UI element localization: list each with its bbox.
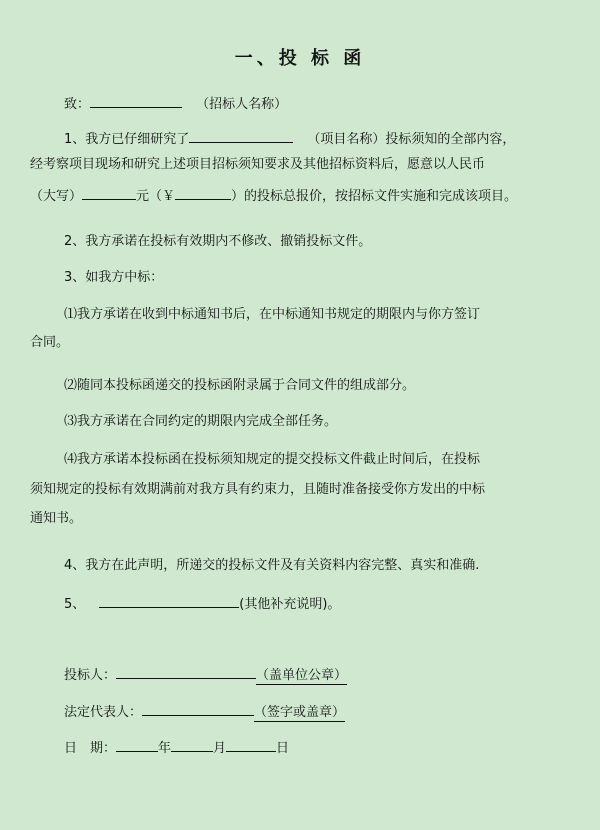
date-line [64, 737, 289, 758]
p3-2-line: ⑵随同本投标函递交的投标函附录属于合同文件的组成部分。 [64, 378, 416, 393]
bidder-line [64, 664, 347, 685]
day-blank[interactable] [226, 737, 276, 752]
p3-line: 3、如我方中标： [64, 270, 164, 285]
p3-4-line3: 通知书。 [30, 511, 83, 526]
recipient-prefix: 致： [64, 97, 91, 112]
recipient-blank[interactable] [90, 93, 182, 108]
month-label: 月 [213, 741, 227, 756]
p1-line1 [64, 128, 515, 149]
p1-line3-c: ）的投标总报价，按招标文件实施和完成该项目。 [231, 189, 518, 204]
p1-line3-a: （大写） [30, 189, 83, 204]
recipient-suffix: （招标人名称） [196, 97, 288, 112]
p3-1-line2: 合同。 [30, 335, 70, 350]
amount-words-blank[interactable] [82, 185, 136, 200]
month-blank[interactable] [171, 737, 213, 752]
p1-line1-suffix: （项目名称）投标须知的全部内容， [307, 132, 516, 147]
legal-rep-note: （签字或盖章） [254, 705, 346, 720]
p2-line: 2、我方承诺在投标有效期内不修改、撤销投标文件。 [64, 234, 372, 249]
project-name-blank[interactable] [189, 128, 293, 143]
recipient-line [64, 93, 287, 114]
p1-line3 [30, 185, 517, 206]
p4-line: 4、我方在此声明，所递交的投标文件及有关资料内容完整、真实和准确. [64, 558, 480, 573]
p1-line1-prefix: 1、我方已仔细研究了 [64, 132, 190, 147]
year-label: 年 [158, 741, 172, 756]
day-label: 日 [276, 741, 290, 756]
amount-number-blank[interactable] [175, 185, 231, 200]
year-blank[interactable] [116, 737, 158, 752]
p3-4-line2: 须知规定的投标有效期满前对我方具有约束力，且随时准备接受你方发出的中标 [30, 482, 486, 497]
p3-1-line1: ⑴我方承诺在收到中标通知书后，在中标通知书规定的期限内与你方签订 [64, 307, 481, 322]
document-title: 一、投 标 函 [234, 48, 366, 69]
p1-line2: 经考察项目现场和研究上述项目招标须知要求及其他招标资料后，愿意以人民币 [30, 157, 486, 172]
bidder-label: 投标人： [64, 668, 117, 683]
legal-rep-blank[interactable] [142, 701, 254, 716]
legal-rep-label: 法定代表人： [64, 705, 143, 720]
p3-3-line: ⑶我方承诺在合同约定的期限内完成全部任务。 [64, 414, 338, 429]
legal-rep-line [64, 701, 345, 722]
p5-suffix: (其他补充说明)。 [239, 597, 341, 612]
p1-line3-b: 元（￥ [136, 189, 176, 204]
p5-prefix: 5、 [64, 597, 86, 612]
p3-4-line1: ⑷我方承诺本投标函在投标须知规定的提交投标文件截止时间后，在投标 [64, 452, 481, 467]
bidder-blank[interactable] [116, 664, 256, 679]
supplement-blank[interactable] [99, 593, 239, 608]
p5-line [64, 593, 340, 614]
bidder-note: （盖单位公章） [256, 668, 348, 683]
date-label: 日 期： [64, 741, 117, 756]
